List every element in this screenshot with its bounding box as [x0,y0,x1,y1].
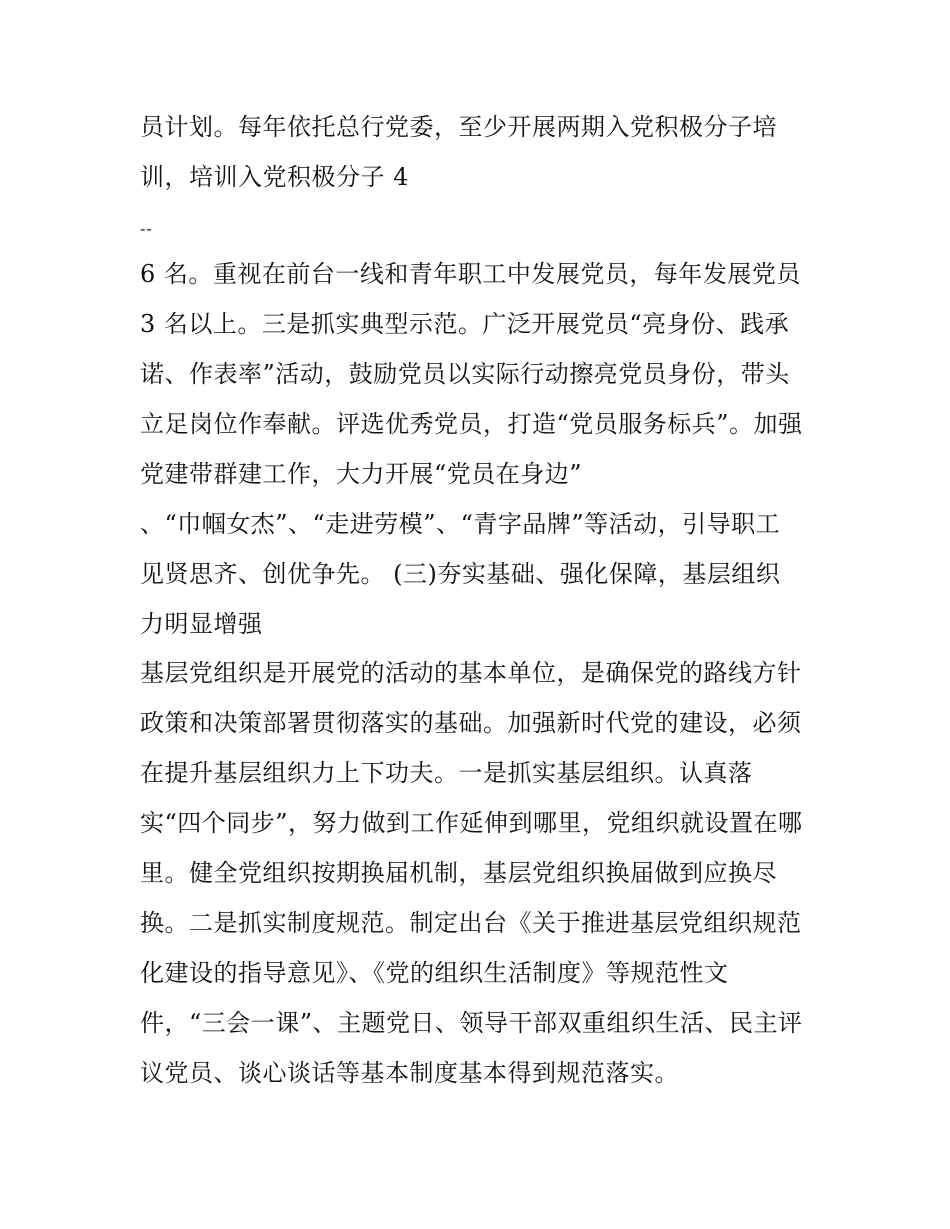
text-line: 、“巾帼女杰”、“走进劳模”、“青字品牌”等活动，引导职工 [140,510,781,538]
text-line: 化建设的指导意见》、《党的组织生活制度》等规范性文 [140,959,729,987]
text-line: 立足岗位作奉献。评选优秀党员，打造“党员服务标兵”。加强 [140,410,803,438]
text-line: 在提升基层组织力上下功夫。一是抓实基层组织。认真落 [140,759,753,787]
text-line: 诺、作表率”活动，鼓励党员以实际行动擦亮党员身份，带头 [140,360,790,388]
text-line: 基层党组织是开展党的活动的基本单位，是确保党的路线方针 [140,659,802,687]
text-line: 件，“三会一课”、主题党日、领导干部双重组织生活、民主评 [140,1009,803,1037]
text-line: 6 名。重视在前台一线和青年职工中发展党员，每年发展党员 [140,260,801,288]
text-line: 力明显增强 [140,610,263,638]
text-line: 员计划。每年依托总行党委，至少开展两期入党积极分子培 [140,113,777,141]
text-line: 训，培训入党积极分子 4 [140,163,409,191]
text-line: 实“四个同步”，努力做到工作延伸到哪里，党组织就设置在哪 [140,809,803,837]
text-line: 里。健全党组织按期换届机制，基层党组织换届做到应换尽 [140,859,777,887]
text-line: 党建带群建工作，大力开展“党员在身边” [140,460,583,488]
text-line: 政策和决策部署贯彻落实的基础。加强新时代党的建设，必须 [140,709,802,737]
text-line: 见贤思齐、创优争先。 (三)夯实基础、强化保障，基层组织 [140,560,781,588]
text-line: 议党员、谈心谈话等基本制度基本得到规范落实。 [140,1059,679,1087]
text-line: 3 名以上。三是抓实典型示范。广泛开展党员“亮身份、践承 [140,310,790,338]
page-break-marker: -- [140,219,153,238]
text-line: 换。二是抓实制度规范。制定出台《关于推进基层党组织规范 [140,909,802,937]
